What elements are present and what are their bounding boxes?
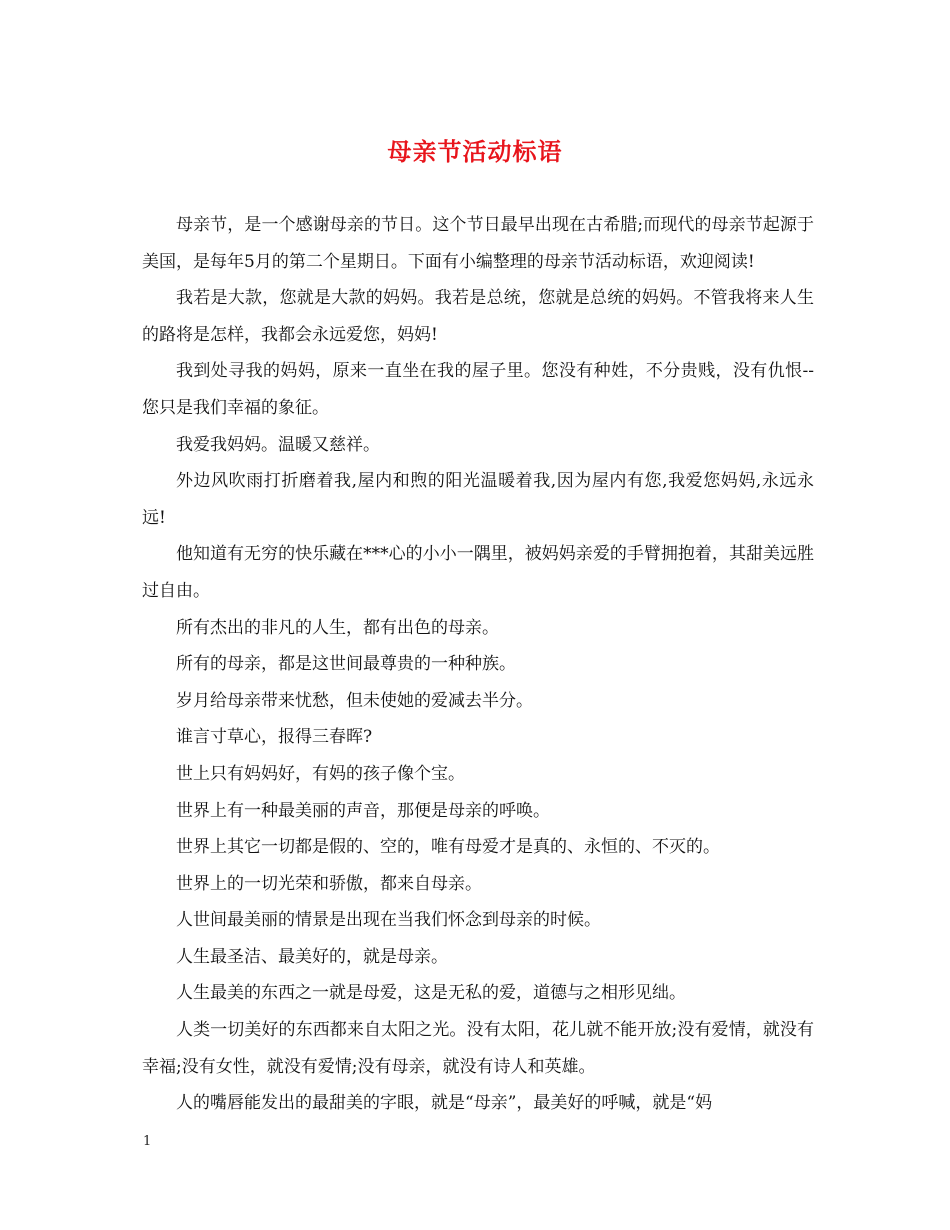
paragraph-4: 我爱我妈妈。温暖又慈祥。	[176, 434, 380, 455]
paragraph-19: 人的嘴唇能发出的最甜美的字眼，就是“母亲”，最美好的呼喊，就是“妈	[176, 1093, 713, 1114]
paragraph-13: 世界上其它一切都是假的、空的，唯有母爱才是真的、永恒的、不灭的。	[176, 837, 720, 858]
paragraph-7: 所有杰出的非凡的人生，都有出色的母亲。	[176, 617, 499, 638]
paragraph-10: 谁言寸草心，报得三春晖?	[176, 727, 373, 748]
paragraph-14: 世界上的一切光荣和骄傲，都来自母亲。	[176, 873, 482, 894]
paragraph-12: 世界上有一种最美丽的声音，那便是母亲的呼唤。	[176, 800, 550, 821]
page-number: 1	[143, 1134, 152, 1149]
page-title: 母亲节活动标语	[387, 137, 563, 166]
paragraph-8: 所有的母亲，都是这世间最尊贵的一种种族。	[176, 654, 516, 675]
paragraph-6: 他知道有无穷的快乐藏在***心的小小一隅里，被妈妈亲爱的手臂拥抱着，其甜美远胜过自由。	[142, 544, 814, 601]
paragraph-3: 我到处寻我的妈妈，原来一直坐在我的屋子里。您没有种姓，不分贵贱，没有仇恨--您只是我们幸福的象征。	[142, 361, 814, 418]
paragraph-17: 人生最美的东西之一就是母爱，这是无私的爱，道德与之相形见绌。	[176, 983, 686, 1004]
paragraph-11: 世上只有妈妈好，有妈的孩子像个宝。	[176, 763, 465, 784]
paragraph-5: 外边风吹雨打折磨着我,屋内和煦的阳光温暖着我,因为屋内有您,我爱您妈妈,永远永远!	[142, 471, 814, 528]
paragraph-15: 人世间最美丽的情景是出现在当我们怀念到母亲的时候。	[176, 910, 601, 931]
paragraph-1: 母亲节，是一个感谢母亲的节日。这个节日最早出现在古希腊;而现代的母亲节起源于美国，是每年5月的第二个星期日。下面有小编整理的母亲节活动标语，欢迎阅读!	[142, 215, 814, 272]
document-body	[142, 207, 814, 1122]
paragraph-9: 岁月给母亲带来忧愁，但未使她的爱减去半分。	[176, 690, 533, 711]
paragraph-18: 人类一切美好的东西都来自太阳之光。没有太阳，花儿就不能开放;没有爱情，就没有幸福;没有女性，就没有爱情;没有母亲，就没有诗人和英雄。	[142, 1020, 814, 1077]
paragraph-16: 人生最圣洁、最美好的，就是母亲。	[176, 946, 448, 967]
paragraph-2: 我若是大款，您就是大款的妈妈。我若是总统，您就是总统的妈妈。不管我将来人生的路将是怎样，我都会永远爱您，妈妈!	[142, 288, 814, 345]
